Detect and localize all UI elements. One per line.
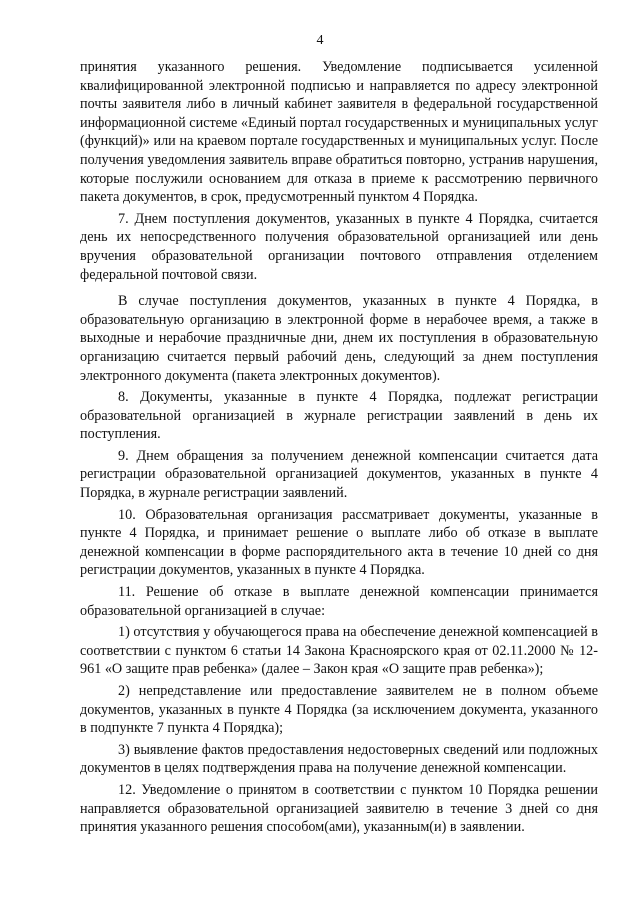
paragraph-item-12: 12. Уведомление о принятом в соответствии с пунктом 10 Порядка решении направляется образовательной организацией заявителю в течение 3 дней со дня принятия указанного решения способом(ами), указанным(и) в заявлении. bbox=[80, 781, 598, 836]
paragraph-item-11-sub-1: 1) отсутствия у обучающегося права на обеспечение денежной компенсацией в соответствии с пунктом 6 статьи 14 Закона Красноярского края от 02.11.2000 № 12-961 «О защите прав ребенка» (далее – Закон края «О защите прав ребенка»); bbox=[80, 624, 598, 678]
paragraph-item-9: 9. Днем обращения за получением денежной компенсации считается дата регистрации образовательной организацией документов, указанных в пункте 4 Порядка, в журнале регистрации заявлений. bbox=[80, 447, 598, 502]
paragraph-item-8: 8. Документы, указанные в пункте 4 Порядка, подлежат регистрации образовательной организацией в журнале регистрации заявлений в день их поступления. bbox=[80, 389, 598, 443]
paragraph-item-10: 10. Образовательная организация рассматривает документы, указанные в пункте 4 Порядка, и принимает решение о выплате либо об отказе в выплате денежной компенсации в форме распорядительного акта в течение 10 дней со дня регистрации документов, указанных в пункте 4 Порядка. bbox=[80, 506, 598, 579]
paragraph-item-11-sub-2: 2) непредставление или предоставление заявителем не в полном объеме документов, указанных в пункте 4 Порядка (за исключением документа, указанного в подпункте 7 пункта 4 Порядка); bbox=[80, 683, 598, 737]
paragraph-item-11: 11. Решение об отказе в выплате денежной компенсации принимается образовательной организацией в случае: bbox=[80, 584, 598, 619]
document-body bbox=[80, 58, 598, 837]
paragraph-continuation: принятия указанного решения. Уведомление подписывается усиленной квалифицированной электронной подписью и направляется по адресу электронной почты заявителя либо в личный кабинет заявителя в федеральной государственной информационной системе «Единый портал государственных и муниципальных услуг (функций)» или на краевом портале государственных и муниципальных услуг. После получения уведомления заявитель вправе обратиться повторно, устранив нарушения, которые послужили основанием для отказа в приеме к рассмотрению первичного пакета документов, в срок, предусмотренный пунктом 4 Порядка. bbox=[80, 59, 598, 206]
paragraph-item-7-electronic: В случае поступления документов, указанных в пункте 4 Порядка, в образовательную организацию в электронной форме в нерабочее время, а также в выходные и нерабочие праздничные дни, днем их поступления в образовательную организацию считается первый рабочий день, следующий за днем поступления электронного документа (пакета электронных документов). bbox=[80, 293, 598, 384]
paragraph-item-7: 7. Днем поступления документов, указанных в пункте 4 Порядка, считается день их непосредственного получения образовательной организацией или день вручения образовательной организации почтового отправления отделением федеральной почтовой связи. bbox=[80, 210, 598, 283]
paragraph-item-11-sub-3: 3) выявление фактов предоставления недостоверных сведений или подложных документов в целях подтверждения права на получение денежной компенсации. bbox=[80, 741, 598, 777]
page-number: 4 bbox=[316, 33, 324, 48]
